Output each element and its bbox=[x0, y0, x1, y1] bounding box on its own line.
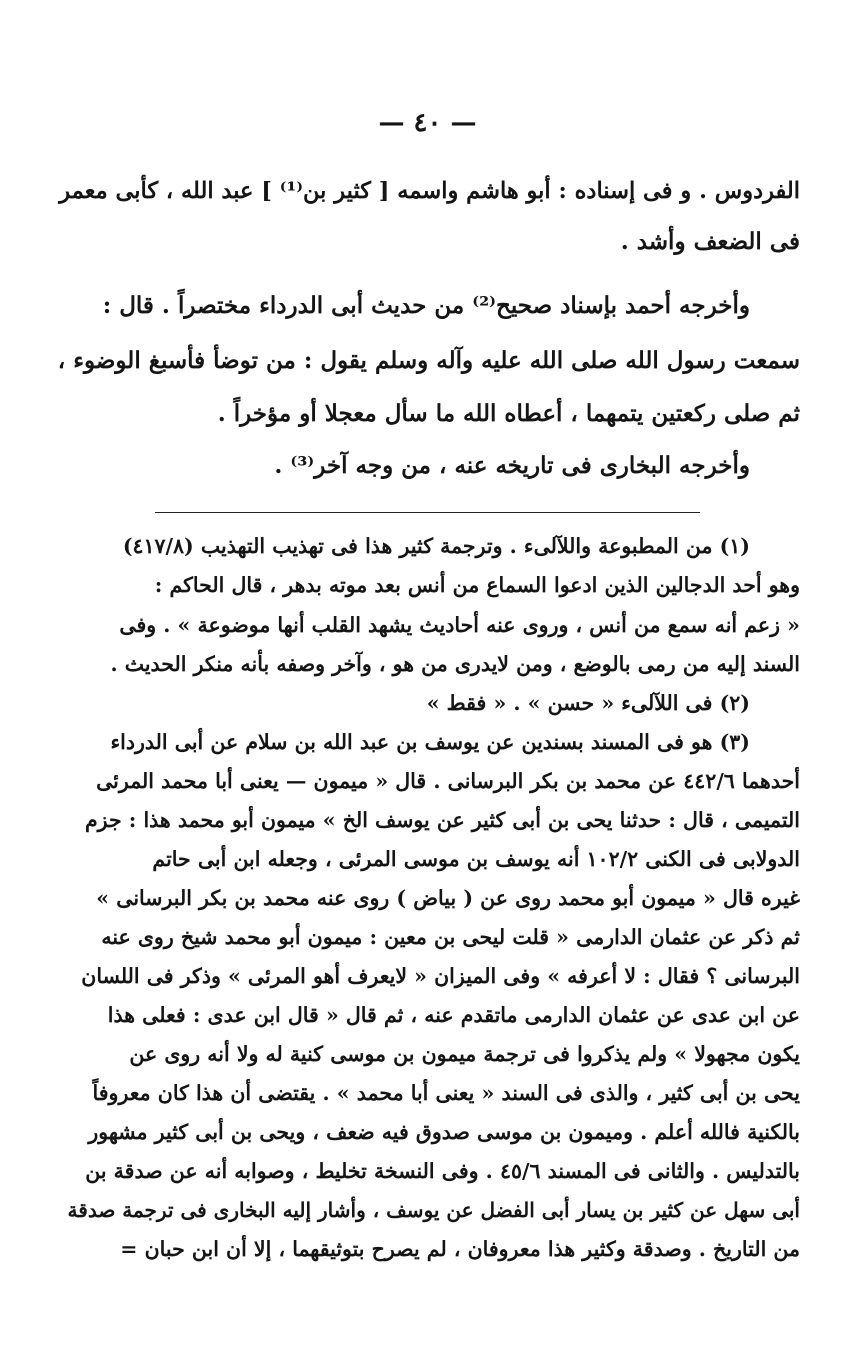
footnote-line: أحدهما ٤٤٢/٦ عن محمد بن بكر البرسانى . قال « ميمون — يعنى أبا محمد المرئى bbox=[96, 769, 800, 793]
main-line: سمعت رسول الله صلى الله عليه وآله وسلم يقول : من توضأ فأسبغ الوضوء ، bbox=[57, 347, 800, 374]
main-line: وأخرجه البخارى فى تاريخه عنه ، من وجه آخر⁽³⁾ . bbox=[274, 452, 750, 479]
footnote-line: بالتدليس . والثانى فى المسند ٤٥/٦ . وفى النسخة تخليط ، وصوابه أنه عن صدقة بن bbox=[85, 1159, 800, 1183]
main-line: وأخرجه أحمد بإسناد صحيح⁽²⁾ من حديث أبى الدرداء مختصراً . قال : bbox=[102, 292, 750, 319]
main-line: الفردوس . و فى إسناده : أبو هاشم واسمه [ كثير بن⁽¹⁾ ] عبد الله ، كأبى معمر bbox=[59, 178, 800, 204]
footnote-line: الدولابى فى الكنى ١٠٢/٢ أنه يوسف بن موسى المرئى ، وجعله ابن أبى حاتم bbox=[152, 847, 800, 871]
footnote-line: السند إليه من رمى بالوضع ، ومن لايدرى من هو ، وآخر وصفه بأنه منكر الحديث . bbox=[110, 652, 800, 676]
page-number: — ٤٠ — bbox=[378, 108, 477, 138]
footnote-line: يحى بن أبى كثير ، والذى فى السند « يعنى أبا محمد » . يقتضى أن هذا كان معروفاً bbox=[92, 1081, 800, 1105]
footnote-line: البرسانى ؟ فقال : لا أعرفه » وفى الميزان « لايعرف أهو المرئى » وذكر فى اللسان bbox=[81, 964, 800, 988]
footnote-line: من التاريخ . وصدقة وكثير هذا معروفان ، لم يصرح بتوثيقهما ، إلا أن ابن حبان = bbox=[120, 1237, 800, 1261]
footnote-line: بالكنية فالله أعلم . وميمون بن موسى صدوق فيه ضعف ، ويحى بن أبى كثير مشهور bbox=[88, 1120, 800, 1144]
main-line: ثم صلى ركعتين يتمهما ، أعطاه الله ما سأل معجلا أو مؤخراً . bbox=[217, 400, 800, 427]
footnote-line: ثم ذكر عن عثمان الدارمى « قلت ليحى بن معين : ميمون أبو محمد شيخ روى عنه bbox=[101, 925, 800, 949]
footnote-line: عن ابن عدى عن عثمان الدارمى ماتقدم عنه ، ثم قال « قال ابن عدى : فعلى هذا bbox=[107, 1003, 800, 1027]
footnote-line: غيره قال « ميمون أبو محمد روى عن ( بياض ) روى عنه محمد بن بكر البرسانى » bbox=[96, 886, 800, 910]
footnote-line: التميمى ، قال : حدثنا يحى بن أبى كثير عن يوسف الخ » ميمون أبو محمد هذا : جزم bbox=[84, 808, 800, 832]
footnote-line: (٢) فى اللآلىء « حسن » . « فقط » bbox=[426, 691, 750, 715]
footnote-line: (٣) هو فى المسند بسندين عن يوسف بن عبد الله بن سلام عن أبى الدرداء bbox=[110, 730, 750, 754]
footnote-line: يكون مجهولا » ولم يذكروا فى ترجمة ميمون بن موسى كنية له ولا أنه روى عن bbox=[129, 1042, 800, 1066]
footnote-line: وهو أحد الدجالين الذين ادعوا السماع من أنس بعد موته بدهر ، قال الحاكم : bbox=[154, 573, 800, 597]
footnote-line: (١) من المطبوعة واللآلىء . وترجمة كثير هذا فى تهذيب التهذيب (٤١٧/٨) bbox=[122, 534, 750, 558]
footnote-line: « زعم أنه سمع من أنس ، وروى عنه أحاديث يشهد القلب أنها موضوعة » . وفى bbox=[119, 613, 800, 637]
footnote-divider bbox=[155, 512, 700, 513]
main-line: فى الضعف وأشد . bbox=[620, 228, 800, 255]
footnote-line: أبى سهل عن كثير بن يسار أبى الفضل عن يوسف ، وأشار إليه البخارى فى ترجمة صدقة bbox=[67, 1198, 800, 1222]
